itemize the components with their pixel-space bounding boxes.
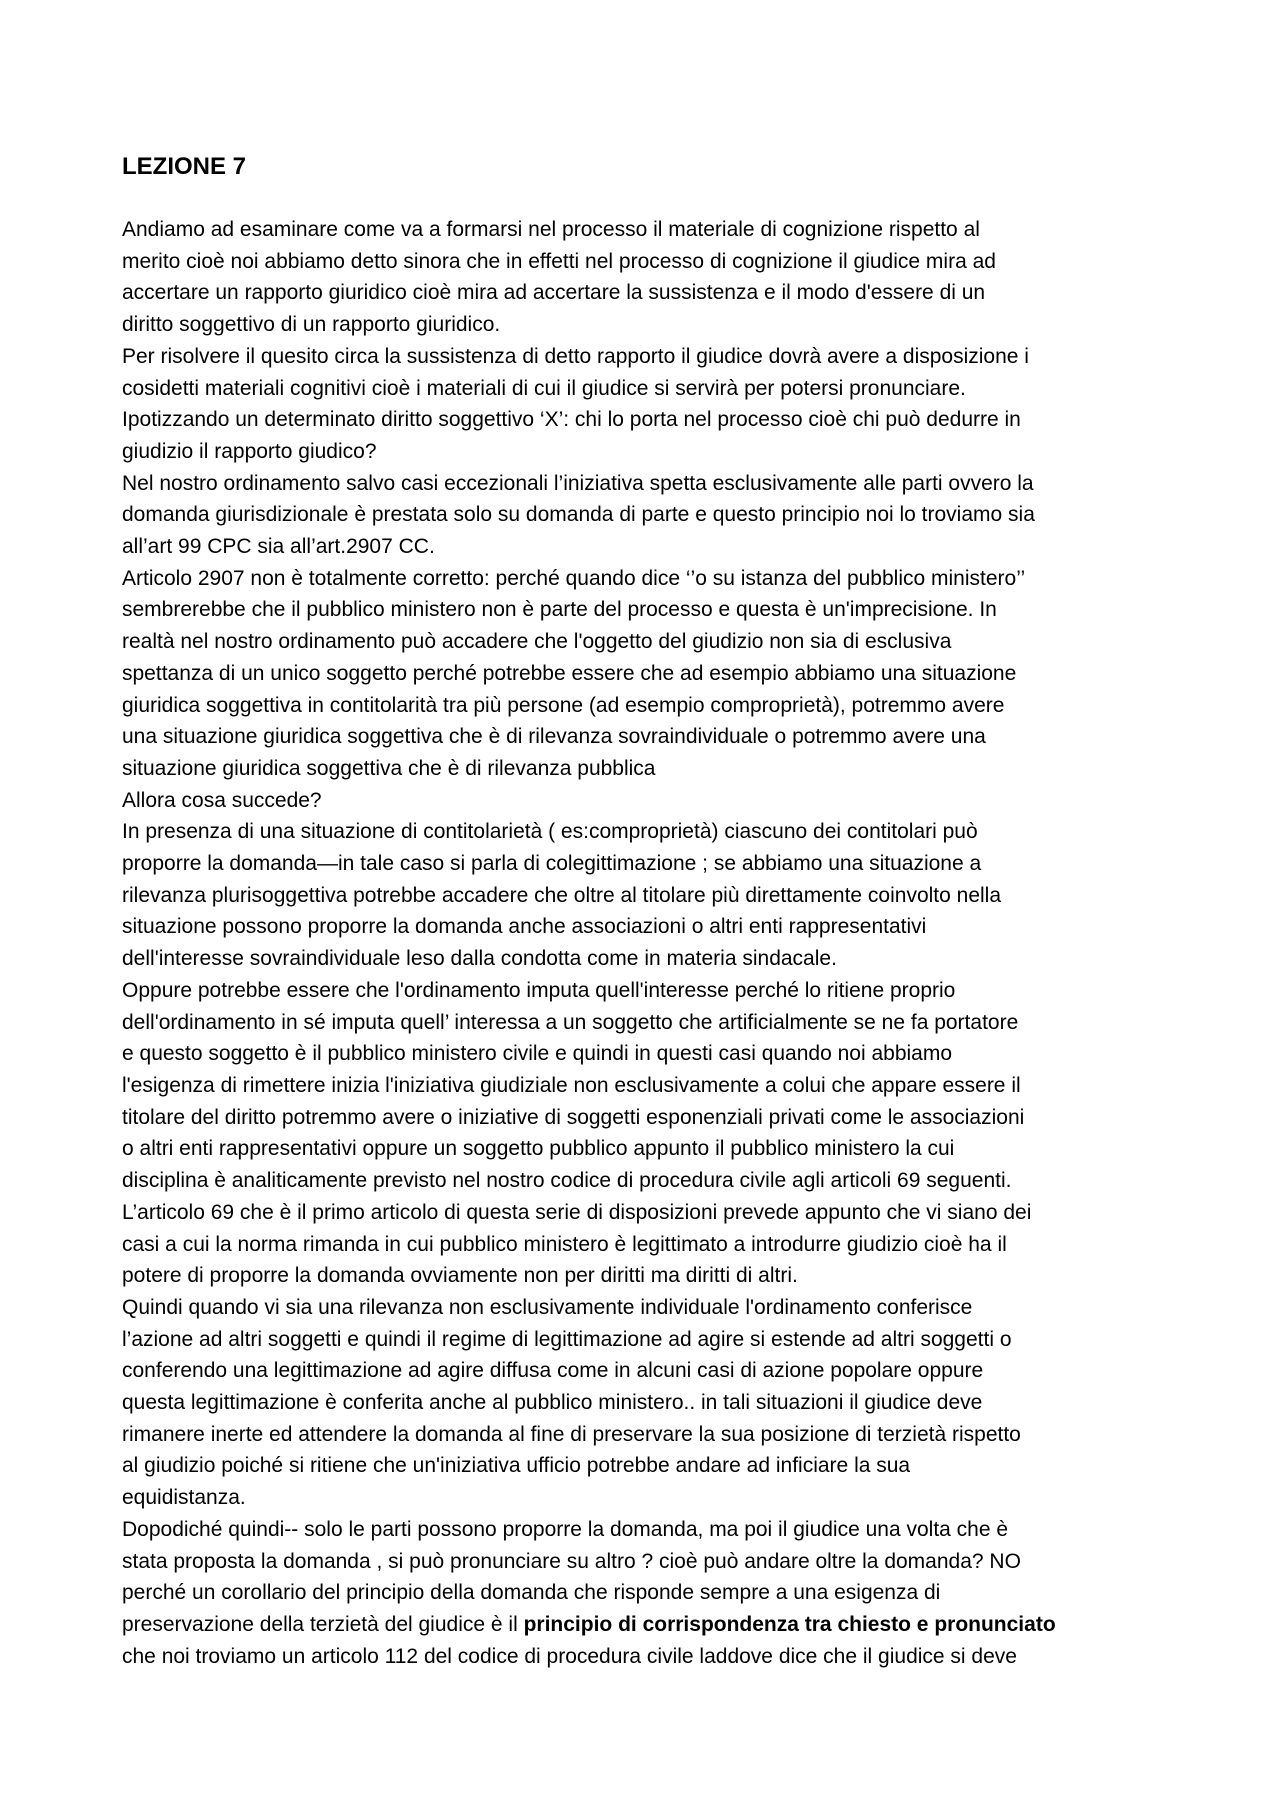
text-line: o altri enti rappresentativi oppure un soggetto pubblico appunto il pubblico ministero la cui [122, 1137, 955, 1161]
text-line: dell'ordinamento in sé imputa quell’ interessa a un soggetto che artificialmente se ne fa portatore [122, 1010, 1019, 1034]
document-title: LEZIONE 7 [122, 153, 247, 180]
text-line: Nel nostro ordinamento salvo casi eccezionali l’iniziativa spetta esclusivamente alle parti ovvero la [122, 471, 1034, 495]
text-line: una situazione giuridica soggettiva che è di rilevanza sovraindividuale o potremmo avere una [122, 725, 986, 749]
text-line-with-bold [122, 1609, 1172, 1641]
text-line: al giudizio poiché si ritiene che un'iniziativa ufficio potrebbe andare ad inficiare la sua [122, 1454, 911, 1478]
text-line: situazione giuridica soggettiva che è di rilevanza pubblica [122, 756, 656, 780]
text-line: Oppure potrebbe essere che l'ordinamento imputa quell'interesse perché lo ritiene proprio [122, 978, 956, 1002]
text-line: Articolo 2907 non è totalmente corretto: perché quando dice ‘’o su istanza del pubblico ministero’’ [122, 566, 1026, 590]
text-line: proporre la domanda—in tale caso si parla di colegittimazione ; se abbiamo una situazione a [122, 852, 982, 876]
text-line: cosidetti materiali cognitivi cioè i materiali di cui il giudice si servirà per potersi pronunciare. [122, 376, 966, 400]
text-line: situazione possono proporre la domanda anche associazioni o altri enti rappresentativi [122, 915, 927, 939]
text-line: L’articolo 69 che è il primo articolo di questa serie di disposizioni prevede appunto che vi siano dei [122, 1200, 1032, 1224]
text-line: potere di proporre la domanda ovviamente non per diritti ma diritti di altri. [122, 1264, 798, 1288]
text-line: questa legittimazione è conferita anche al pubblico ministero.. in tali situazioni il giudice deve [122, 1391, 983, 1415]
text-line: equidistanza. [122, 1486, 246, 1510]
text-line: Per risolvere il quesito circa la sussistenza di detto rapporto il giudice dovrà avere a disposizione i [122, 344, 1029, 368]
document-body [122, 214, 1172, 1672]
text-line: spettanza di un unico soggetto perché potrebbe essere che ad esempio abbiamo una situazione [122, 661, 1017, 685]
text-line: titolare del diritto potremmo avere o iniziative di soggetti esponenziali privati come le associazioni [122, 1105, 1025, 1129]
text-line: l’azione ad altri soggetti e quindi il regime di legittimazione ad agire si estende ad altri soggetti o [122, 1327, 1012, 1351]
text-line: realtà nel nostro ordinamento può accadere che l'oggetto del giudizio non sia di esclusiva [122, 630, 952, 654]
text-line: che noi troviamo un articolo 112 del codice di procedura civile laddove dice che il giudice si deve [122, 1644, 1017, 1668]
text-line: giudizio il rapporto giudico? [122, 439, 377, 463]
text-line: rimanere inerte ed attendere la domanda al fine di preservare la sua posizione di terzietà rispetto [122, 1422, 1021, 1446]
text-line: Dopodiché quindi-- solo le parti possono proporre la domanda, ma poi il giudice una volta che è [122, 1517, 1009, 1541]
text-line: rilevanza plurisoggettiva potrebbe accadere che oltre al titolare più direttamente coinvolto nella [122, 883, 1002, 907]
text-line: disciplina è analiticamente previsto nel nostro codice di procedura civile agli articoli 69 seguenti. [122, 1169, 1012, 1193]
text-line: e questo soggetto è il pubblico ministero civile e quindi in questi casi quando noi abbiamo [122, 1042, 953, 1066]
text-line: stata proposta la domanda , si può pronunciare su altro ? cioè può andare oltre la domanda? NO [122, 1549, 1021, 1573]
text-line: dell'interesse sovraindividuale leso dalla condotta come in materia sindacale. [122, 947, 837, 971]
text-line: domanda giurisdizionale è prestata solo su domanda di parte e questo principio noi lo troviamo sia [122, 503, 1035, 527]
text-line: Allora cosa succede? [122, 788, 322, 812]
text-line: conferendo una legittimazione ad agire diffusa come in alcuni casi di azione popolare oppure [122, 1359, 984, 1383]
text-line: l'esigenza di rimettere inizia l'iniziativa giudiziale non esclusivamente a colui che appare essere il [122, 1073, 1021, 1097]
text-segment: preservazione della terzietà del giudice è il [122, 1612, 524, 1636]
text-line: accertare un rapporto giuridico cioè mira ad accertare la sussistenza e il modo d'essere di un [122, 281, 986, 305]
text-line: casi a cui la norma rimanda in cui pubblico ministero è legittimato a introdurre giudizio cioè ha il [122, 1232, 1007, 1256]
text-line: Ipotizzando un determinato diritto soggettivo ‘X’: chi lo porta nel processo cioè chi può dedurre in [122, 408, 1021, 432]
text-line: sembrerebbe che il pubblico ministero non è parte del processo e questa è un'imprecisione. In [122, 598, 997, 622]
bold-principle-phrase: principio di corrispondenza tra chiesto e pronunciato [523, 1612, 1056, 1636]
text-line: merito cioè noi abbiamo detto sinora che in effetti nel processo di cognizione il giudice mira ad [122, 249, 996, 273]
text-line: Andiamo ad esaminare come va a formarsi nel processo il materiale di cognizione rispetto al [122, 218, 980, 241]
document-page [122, 150, 1172, 1672]
text-line: perché un corollario del principio della domanda che risponde sempre a una esigenza di [122, 1581, 941, 1605]
text-line: In presenza di una situazione di contitolarietà ( es:comproprietà) ciascuno dei contitolari può [122, 820, 978, 844]
text-line: diritto soggettivo di un rapporto giuridico. [122, 313, 501, 337]
text-line: Quindi quando vi sia una rilevanza non esclusivamente individuale l'ordinamento conferisce [122, 1295, 973, 1319]
text-line: all’art 99 CPC sia all’art.2907 CC. [122, 535, 435, 559]
text-line: giuridica soggettiva in contitolarità tra più persone (ad esempio comproprietà), potremmo avere [122, 693, 1005, 717]
